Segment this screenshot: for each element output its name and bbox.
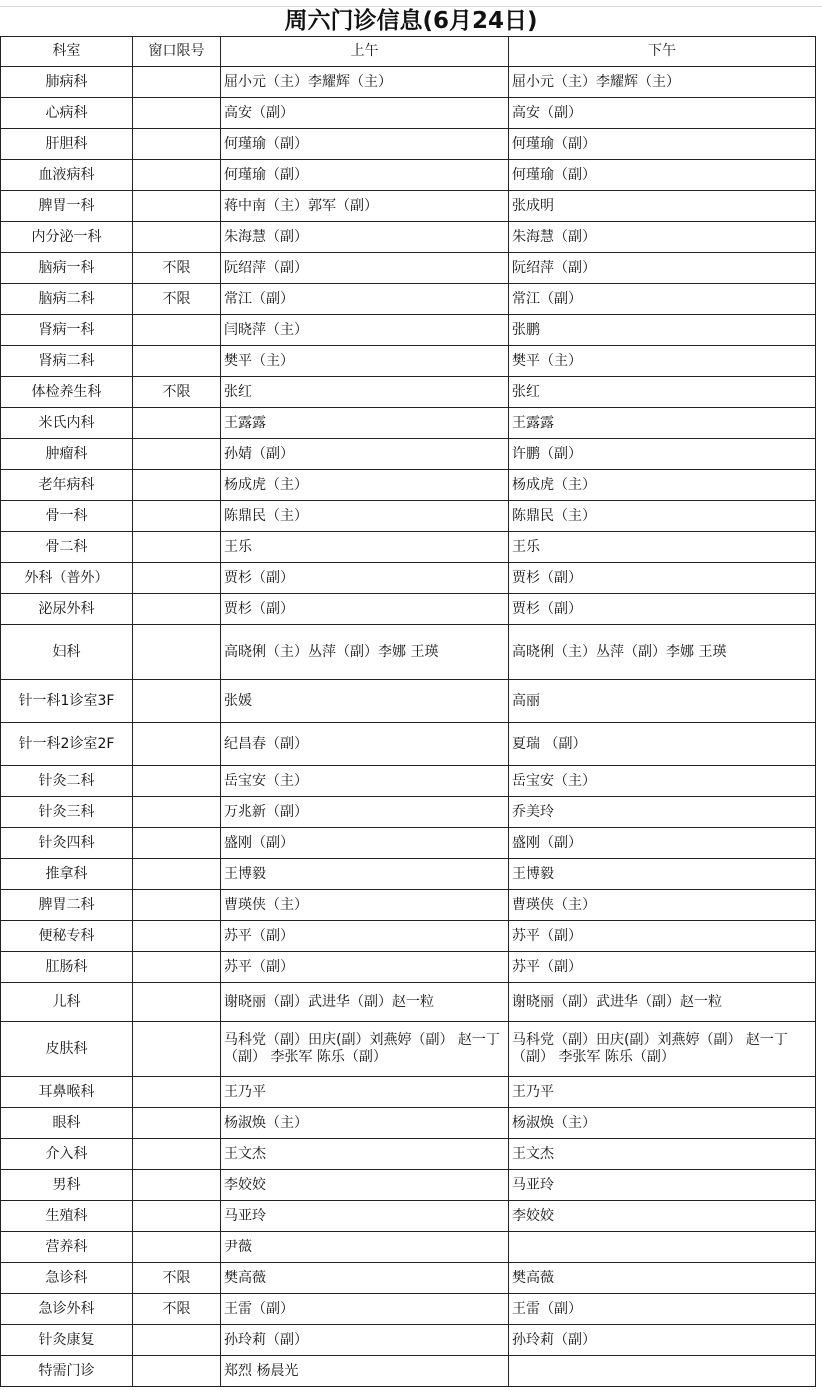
afternoon-cell: 张成明 [509, 191, 816, 222]
window-limit-cell [133, 1139, 221, 1170]
dept-cell: 男科 [1, 1170, 133, 1201]
morning-cell: 贾杉（副） [221, 594, 509, 625]
window-limit-cell: 不限 [133, 253, 221, 284]
dept-cell: 皮肤科 [1, 1022, 133, 1077]
table-row [1, 532, 816, 563]
window-limit-cell [133, 1356, 221, 1387]
clinic-schedule-table [0, 36, 816, 1387]
dept-cell: 便秘专科 [1, 921, 133, 952]
afternoon-cell: 高安（副） [509, 98, 816, 129]
table-row [1, 1077, 816, 1108]
window-limit-cell [133, 408, 221, 439]
morning-cell: 朱海慧（副） [221, 222, 509, 253]
morning-cell: 曹瑛侠（主） [221, 890, 509, 921]
table-row [1, 284, 816, 315]
afternoon-cell: 李姣姣 [509, 1201, 816, 1232]
dept-cell: 肺病科 [1, 67, 133, 98]
table-row [1, 191, 816, 222]
afternoon-cell: 张鹏 [509, 315, 816, 346]
afternoon-cell: 王文杰 [509, 1139, 816, 1170]
window-limit-cell [133, 921, 221, 952]
dept-cell: 生殖科 [1, 1201, 133, 1232]
dept-cell: 介入科 [1, 1139, 133, 1170]
window-limit-cell [133, 98, 221, 129]
afternoon-cell: 杨淑焕（主） [509, 1108, 816, 1139]
table-row [1, 625, 816, 680]
table-row [1, 563, 816, 594]
table-row [1, 253, 816, 284]
table-row [1, 983, 816, 1022]
dept-cell: 肝胆科 [1, 129, 133, 160]
table-row [1, 408, 816, 439]
morning-cell: 樊高薇 [221, 1263, 509, 1294]
morning-cell: 李姣姣 [221, 1170, 509, 1201]
window-limit-cell [133, 890, 221, 921]
dept-cell: 眼科 [1, 1108, 133, 1139]
dept-cell: 推拿科 [1, 859, 133, 890]
afternoon-cell: 王雷（副） [509, 1294, 816, 1325]
afternoon-cell: 陈鼎民（主） [509, 501, 816, 532]
morning-cell: 王雷（副） [221, 1294, 509, 1325]
dept-cell: 老年病科 [1, 470, 133, 501]
window-limit-cell: 不限 [133, 1294, 221, 1325]
window-limit-cell [133, 1108, 221, 1139]
window-limit-cell [133, 501, 221, 532]
table-row [1, 1263, 816, 1294]
afternoon-cell: 夏瑞 （副） [509, 723, 816, 766]
window-limit-cell [133, 952, 221, 983]
window-limit-cell [133, 67, 221, 98]
table-row [1, 222, 816, 253]
morning-cell: 高晓俐（主）丛萍（副）李娜 王瑛 [221, 625, 509, 680]
morning-cell: 岳宝安（主） [221, 766, 509, 797]
morning-cell: 常江（副） [221, 284, 509, 315]
morning-cell: 杨成虎（主） [221, 470, 509, 501]
table-row [1, 67, 816, 98]
table-row [1, 1356, 816, 1387]
header-afternoon: 下午 [509, 37, 816, 67]
afternoon-cell: 岳宝安（主） [509, 766, 816, 797]
morning-cell: 樊平（主） [221, 346, 509, 377]
table-row [1, 890, 816, 921]
morning-cell: 张媛 [221, 680, 509, 723]
dept-cell: 骨二科 [1, 532, 133, 563]
afternoon-cell: 高晓俐（主）丛萍（副）李娜 王瑛 [509, 625, 816, 680]
window-limit-cell: 不限 [133, 377, 221, 408]
window-limit-cell [133, 470, 221, 501]
morning-cell: 王文杰 [221, 1139, 509, 1170]
dept-cell: 针灸四科 [1, 828, 133, 859]
afternoon-cell: 王博毅 [509, 859, 816, 890]
window-limit-cell [133, 1325, 221, 1356]
morning-cell: 万兆新（副） [221, 797, 509, 828]
window-limit-cell [133, 315, 221, 346]
window-limit-cell [133, 346, 221, 377]
afternoon-cell: 马亚玲 [509, 1170, 816, 1201]
dept-cell: 脑病二科 [1, 284, 133, 315]
morning-cell: 蒋中南（主）郭军（副） [221, 191, 509, 222]
dept-cell: 肛肠科 [1, 952, 133, 983]
afternoon-cell [509, 1232, 816, 1263]
morning-cell: 贾杉（副） [221, 563, 509, 594]
afternoon-cell: 马科党（副）田庆(副）刘燕婷（副） 赵一丁（副） 李张军 陈乐（副） [509, 1022, 816, 1077]
window-limit-cell [133, 594, 221, 625]
morning-cell: 尹薇 [221, 1232, 509, 1263]
dept-cell: 营养科 [1, 1232, 133, 1263]
table-row [1, 129, 816, 160]
table-row [1, 723, 816, 766]
morning-cell: 陈鼎民（主） [221, 501, 509, 532]
morning-cell: 郑烈 杨晨光 [221, 1356, 509, 1387]
afternoon-cell: 常江（副） [509, 284, 816, 315]
header-dept: 科室 [1, 37, 133, 67]
window-limit-cell [133, 680, 221, 723]
morning-cell: 高安（副） [221, 98, 509, 129]
window-limit-cell [133, 129, 221, 160]
morning-cell: 王博毅 [221, 859, 509, 890]
page-title: 周六门诊信息(6月24日) [284, 8, 538, 34]
afternoon-cell: 乔美玲 [509, 797, 816, 828]
dept-cell: 针一科2诊室2F [1, 723, 133, 766]
table-row [1, 1294, 816, 1325]
afternoon-cell: 樊高薇 [509, 1263, 816, 1294]
dept-cell: 针灸三科 [1, 797, 133, 828]
window-limit-cell [133, 439, 221, 470]
morning-cell: 王乃平 [221, 1077, 509, 1108]
afternoon-cell: 贾杉（副） [509, 594, 816, 625]
afternoon-cell: 王露露 [509, 408, 816, 439]
afternoon-cell: 张红 [509, 377, 816, 408]
dept-cell: 耳鼻喉科 [1, 1077, 133, 1108]
dept-cell: 米氏内科 [1, 408, 133, 439]
afternoon-cell: 杨成虎（主） [509, 470, 816, 501]
morning-cell: 王露露 [221, 408, 509, 439]
afternoon-cell: 屈小元（主）李耀辉（主） [509, 67, 816, 98]
morning-cell: 谢晓丽（副）武进华（副）赵一粒 [221, 983, 509, 1022]
window-limit-cell [133, 625, 221, 680]
morning-cell: 王乐 [221, 532, 509, 563]
table-row [1, 594, 816, 625]
dept-cell: 妇科 [1, 625, 133, 680]
table-row [1, 346, 816, 377]
window-limit-cell [133, 1201, 221, 1232]
afternoon-cell [509, 1356, 816, 1387]
table-row [1, 859, 816, 890]
window-limit-cell [133, 797, 221, 828]
window-limit-cell [133, 532, 221, 563]
morning-cell: 阮绍萍（副） [221, 253, 509, 284]
table-row [1, 680, 816, 723]
table-row [1, 160, 816, 191]
table-row [1, 98, 816, 129]
dept-cell: 急诊科 [1, 1263, 133, 1294]
morning-cell: 杨淑焕（主） [221, 1108, 509, 1139]
table-row [1, 766, 816, 797]
afternoon-cell: 曹瑛侠（主） [509, 890, 816, 921]
window-limit-cell [133, 859, 221, 890]
dept-cell: 肾病二科 [1, 346, 133, 377]
window-limit-cell [133, 983, 221, 1022]
table-row [1, 1170, 816, 1201]
table-row [1, 952, 816, 983]
table-row [1, 1325, 816, 1356]
window-limit-cell [133, 723, 221, 766]
morning-cell: 马亚玲 [221, 1201, 509, 1232]
afternoon-cell: 何瑾瑜（副） [509, 160, 816, 191]
dept-cell: 血液病科 [1, 160, 133, 191]
dept-cell: 肾病一科 [1, 315, 133, 346]
table-row [1, 470, 816, 501]
table-row [1, 1232, 816, 1263]
afternoon-cell: 王乐 [509, 532, 816, 563]
morning-cell: 马科党（副）田庆(副）刘燕婷（副） 赵一丁（副） 李张军 陈乐（副） [221, 1022, 509, 1077]
table-row [1, 797, 816, 828]
afternoon-cell: 苏平（副） [509, 952, 816, 983]
dept-cell: 内分泌一科 [1, 222, 133, 253]
table-row [1, 1108, 816, 1139]
afternoon-cell: 何瑾瑜（副） [509, 129, 816, 160]
header-morning: 上午 [221, 37, 509, 67]
dept-cell: 脾胃二科 [1, 890, 133, 921]
header-window-limit: 窗口限号 [133, 37, 221, 67]
table-row [1, 1201, 816, 1232]
morning-cell: 孙婧（副） [221, 439, 509, 470]
window-limit-cell [133, 828, 221, 859]
dept-cell: 外科（普外） [1, 563, 133, 594]
morning-cell: 纪昌春（副） [221, 723, 509, 766]
afternoon-cell: 阮绍萍（副） [509, 253, 816, 284]
dept-cell: 针一科1诊室3F [1, 680, 133, 723]
afternoon-cell: 高丽 [509, 680, 816, 723]
window-limit-cell [133, 563, 221, 594]
morning-cell: 苏平（副） [221, 921, 509, 952]
header-row [1, 37, 816, 67]
window-limit-cell [133, 1022, 221, 1077]
morning-cell: 何瑾瑜（副） [221, 160, 509, 191]
afternoon-cell: 朱海慧（副） [509, 222, 816, 253]
window-limit-cell [133, 766, 221, 797]
window-limit-cell [133, 1232, 221, 1263]
morning-cell: 苏平（副） [221, 952, 509, 983]
table-row [1, 501, 816, 532]
afternoon-cell: 盛刚（副） [509, 828, 816, 859]
afternoon-cell: 苏平（副） [509, 921, 816, 952]
afternoon-cell: 王乃平 [509, 1077, 816, 1108]
afternoon-cell: 许鹏（副） [509, 439, 816, 470]
dept-cell: 泌尿外科 [1, 594, 133, 625]
dept-cell: 针灸二科 [1, 766, 133, 797]
table-row [1, 828, 816, 859]
table-row [1, 377, 816, 408]
table-row [1, 921, 816, 952]
window-limit-cell [133, 1170, 221, 1201]
morning-cell: 孙玲莉（副） [221, 1325, 509, 1356]
morning-cell: 何瑾瑜（副） [221, 129, 509, 160]
dept-cell: 脑病一科 [1, 253, 133, 284]
morning-cell: 闫晓萍（主） [221, 315, 509, 346]
morning-cell: 张红 [221, 377, 509, 408]
table-row [1, 315, 816, 346]
dept-cell: 特需门诊 [1, 1356, 133, 1387]
dept-cell: 心病科 [1, 98, 133, 129]
window-limit-cell: 不限 [133, 284, 221, 315]
dept-cell: 骨一科 [1, 501, 133, 532]
afternoon-cell: 孙玲莉（副） [509, 1325, 816, 1356]
dept-cell: 体检养生科 [1, 377, 133, 408]
window-limit-cell [133, 1077, 221, 1108]
dept-cell: 肿瘤科 [1, 439, 133, 470]
schedule-body [1, 67, 816, 1387]
dept-cell: 针灸康复 [1, 1325, 133, 1356]
window-limit-cell [133, 191, 221, 222]
afternoon-cell: 贾杉（副） [509, 563, 816, 594]
table-row [1, 439, 816, 470]
table-row [1, 1022, 816, 1077]
afternoon-cell: 樊平（主） [509, 346, 816, 377]
morning-cell: 屈小元（主）李耀辉（主） [221, 67, 509, 98]
dept-cell: 儿科 [1, 983, 133, 1022]
table-row [1, 1139, 816, 1170]
dept-cell: 急诊外科 [1, 1294, 133, 1325]
dept-cell: 脾胃一科 [1, 191, 133, 222]
window-limit-cell: 不限 [133, 1263, 221, 1294]
window-limit-cell [133, 222, 221, 253]
afternoon-cell: 谢晓丽（副）武进华（副）赵一粒 [509, 983, 816, 1022]
morning-cell: 盛刚（副） [221, 828, 509, 859]
window-limit-cell [133, 160, 221, 191]
